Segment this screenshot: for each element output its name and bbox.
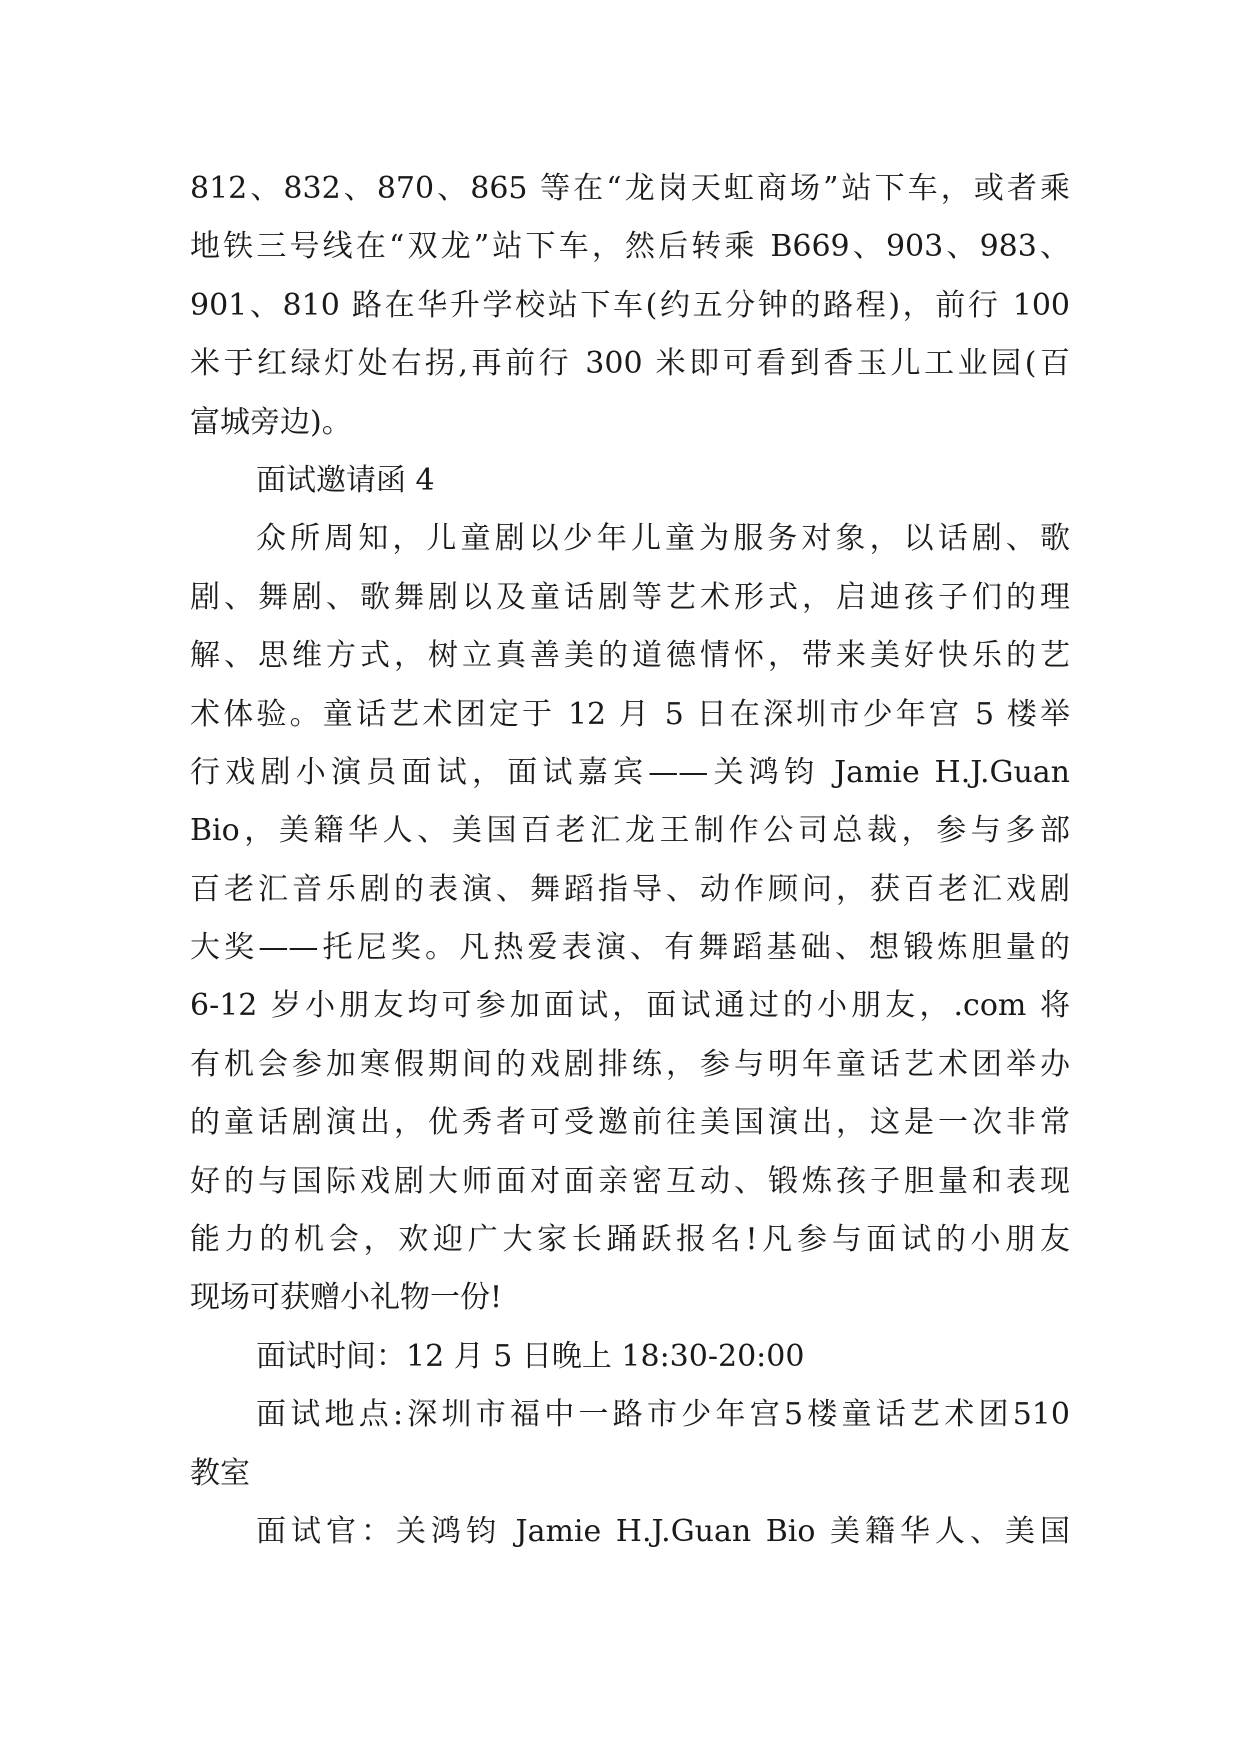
heading-text: 面试邀请函 4 [256,462,435,498]
text-line: 能力的机会，欢迎广大家长踊跃报名!凡参与面试的小朋友 [190,1222,1070,1258]
text-line: 教室 [190,1455,250,1491]
text-line: 面试官：关鸿钧 Jamie H.J.Guan Bio 美籍华人、美国 [256,1513,1070,1549]
text-line: 术体验。童话艺术团定于 12 月 5 日在深圳市少年宫 5 楼举 [190,696,1070,732]
section-heading [190,452,1070,510]
text-line: 众所周知，儿童剧以少年儿童为服务对象，以话剧、歌 [256,521,1070,557]
text-line: 面试地点:深圳市福中一路市少年宫5楼童话艺术团510 [256,1397,1070,1433]
text-line: 6-12 岁小朋友均可参加面试，面试通过的小朋友，.com 将 [190,988,1070,1024]
text-line: 地铁三号线在“双龙”站下车，然后转乘 B669、903、983、 [190,229,1070,265]
text-line: 富城旁边)。 [190,404,352,440]
interview-location [190,1386,1070,1503]
interview-time [190,1328,1070,1386]
intro-paragraph [190,510,1070,1327]
text-line: 的童话剧演出，优秀者可受邀前往美国演出，这是一次非常 [190,1105,1070,1141]
text-line: 米于红绿灯处右拐,再前行 300 米即可看到香玉儿工业园(百 [190,346,1070,382]
text-line: 行戏剧小演员面试，面试嘉宾——关鸿钧 Jamie H.J.Guan [190,754,1070,790]
text-line: 有机会参加寒假期间的戏剧排练，参与明年童话艺术团举办 [190,1046,1070,1082]
interviewer [190,1503,1070,1561]
text-line: 901、810 路在华升学校站下车(约五分钟的路程)，前行 100 [190,287,1070,323]
text-line: 812、832、870、865 等在“龙岗天虹商场”站下车，或者乘 [190,171,1070,206]
text-line: 百老汇音乐剧的表演、舞蹈指导、动作顾问，获百老汇戏剧 [190,871,1070,907]
directions-paragraph [190,160,1070,452]
text-line: 面试时间：12 月 5 日晚上 18:30-20:00 [256,1338,805,1374]
text-line: 剧、舞剧、歌舞剧以及童话剧等艺术形式，启迪孩子们的理 [190,579,1070,615]
text-line: 好的与国际戏剧大师面对面亲密互动、锻炼孩子胆量和表现 [190,1163,1070,1199]
document-body [190,160,1070,1561]
text-line: 大奖——托尼奖。凡热爱表演、有舞蹈基础、想锻炼胆量的 [190,930,1070,966]
text-line: 解、思维方式，树立真善美的道德情怀，带来美好快乐的艺 [190,638,1070,674]
text-line: 现场可获赠小礼物一份! [190,1280,503,1316]
text-line: Bio，美籍华人、美国百老汇龙王制作公司总裁，参与多部 [190,813,1070,849]
